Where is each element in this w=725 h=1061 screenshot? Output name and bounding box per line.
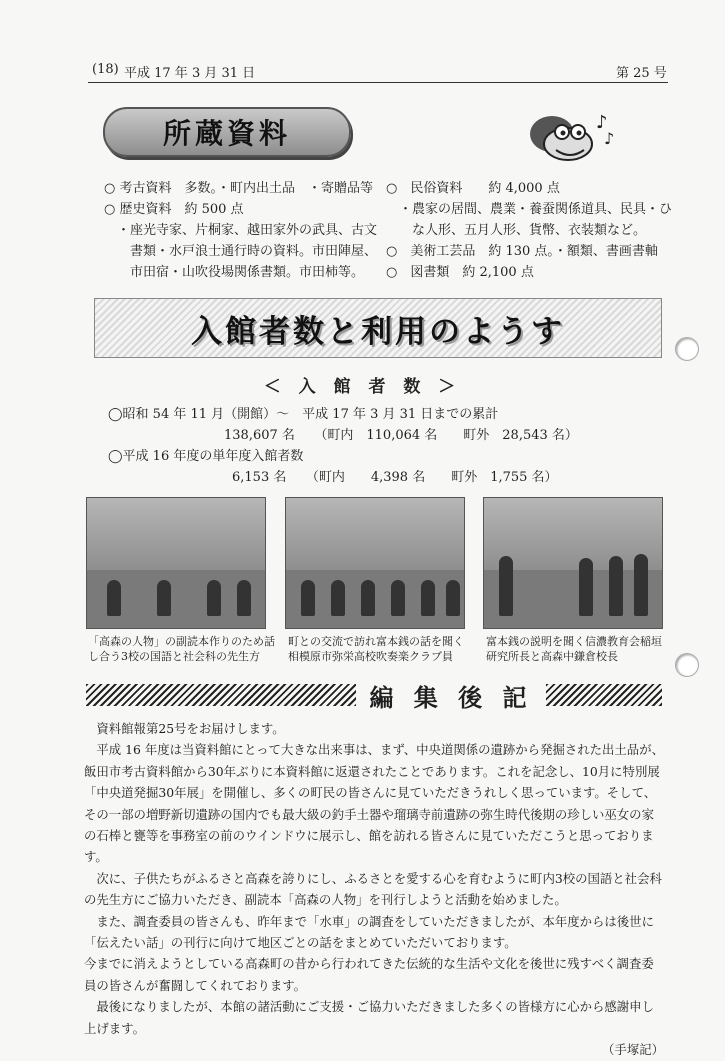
holdings-item: な人形、五月人形、貨幣、衣装類など。	[386, 223, 647, 238]
holdings-left-column	[104, 178, 377, 283]
photo-exhibit-explanation	[483, 497, 663, 629]
photo-caption: 町との交流で訪れ富本銭の話を聞く 相模原市弥栄高校吹奏楽クラブ員	[288, 635, 464, 663]
stats-line: ◯平成 16 年度の単年度入館者数	[108, 449, 304, 464]
issue-number: 第 25 号	[616, 66, 667, 81]
svg-text:♪: ♪	[596, 112, 608, 133]
editor-signature: （手塚記）	[602, 1042, 664, 1058]
holdings-item: ○ 考古資料 多数。・町内出土品 ・寄贈品等	[104, 181, 373, 196]
holdings-right-column	[386, 178, 672, 283]
editor-paragraph: 資料館報第25号をお届けします。	[96, 721, 285, 736]
binder-hole	[675, 653, 699, 677]
page-number: (18)	[92, 62, 119, 77]
header-rule	[88, 82, 668, 83]
holdings-item: 書類・水戸浪士通行時の資料。市田陣屋、	[104, 244, 378, 259]
binder-hole	[675, 337, 699, 361]
photo-brass-band-visit	[285, 497, 465, 629]
editor-paragraph: また、調査委員の皆さんも、昨年まで「水車」の調査をしていただきましたが、本年度からは後世に「伝えたい話」の刊行に向けて地区ごとの話をまとめていただいております。	[84, 913, 654, 951]
holdings-item: ○ 美術工芸品 約 130 点。・額類、書画書軸	[386, 244, 658, 259]
editor-note-body	[84, 718, 664, 1061]
editor-paragraph: 平成 16 年度は当資料館にとって大きな出来事は、まず、中央道関係の遺跡から発掘された出土品が、飯田市考古資料館から30年ぶりに本資料館に返還されたことであります。これを記念し、10月に特別展「中央道発掘30年展」を開催し、多くの町民の皆さんに見ていただきうれしく思っています。そして、その一部の増野新切遺跡の国内でも最大級の釣手土器や瑠璃寺前遺跡の弥生時代後期の珍しい巫女の家の石棒と甕等を事務室の前のウインドウに展示し、館を訪れる皆さんに見ていただこうと思っております。	[84, 742, 664, 865]
editor-note-title: 編 集 後 記	[356, 678, 546, 713]
holdings-item: ○ 民俗資料 約 4,000 点	[386, 181, 560, 196]
holdings-item: ○ 図書類 約 2,100 点	[386, 265, 534, 280]
svg-text:♪: ♪	[604, 129, 615, 148]
photo-teachers-meeting	[86, 497, 266, 629]
holdings-item: ・農家の居間、農業・養蚕関係道具、民具・ひ	[386, 202, 673, 217]
visitors-banner: 入館者数と利用のようす	[94, 298, 662, 358]
editor-paragraph: 最後になりましたが、本館の諸活動にご支援・ご協力いただきました多くの皆様方に心から感謝申し上げます。	[84, 999, 654, 1036]
stats-line: 6,153 名 （町内 4,398 名 町外 1,755 名）	[232, 470, 558, 485]
editor-paragraph: 次に、子供たちがふるさと高森を誇りにし、ふるさとを愛する心を育むように町内3校の国語と社会科の先生方にご協力いただき、副読本「高森の人物」を刊行しようと活動を始めました。	[84, 870, 662, 908]
photo-caption: 「高森の人物」の副読本作りのため話 し合う3校の国語と社会科の先生方	[88, 635, 275, 663]
stats-line: ◯昭和 54 年 11 月（開館）～ 平成 17 年 3 月 31 日までの累計	[108, 407, 499, 422]
holdings-item: ○ 歴史資料 約 500 点	[104, 202, 244, 217]
stats-line: 138,607 名 （町内 110,064 名 町外 28,543 名）	[224, 428, 578, 443]
issue-date: 平成 17 年 3 月 31 日	[124, 66, 256, 81]
visitors-subtitle: ＜ 入 館 者 数 ＞	[263, 377, 462, 397]
holdings-item: 市田宿・山吹役場関係書類。市田柿等。	[104, 265, 365, 280]
photo-caption: 富本銭の説明を聞く信濃教育会稲垣 研究所長と高森中鎌倉校長	[486, 635, 662, 663]
holdings-item: ・座光寺家、片桐家、越田家外の武具、古文	[104, 223, 378, 238]
editor-note-heading	[86, 678, 662, 716]
frog-mascot-illustration	[520, 104, 620, 168]
visitor-stats	[108, 404, 578, 488]
holdings-title: 所蔵資料	[103, 107, 351, 157]
editor-paragraph: 今までに消えようとしている高森町の昔から行われてきた伝統的な生活や文化を後世に残すべく調査委員の皆さんが奮闘してくれております。	[84, 956, 654, 993]
